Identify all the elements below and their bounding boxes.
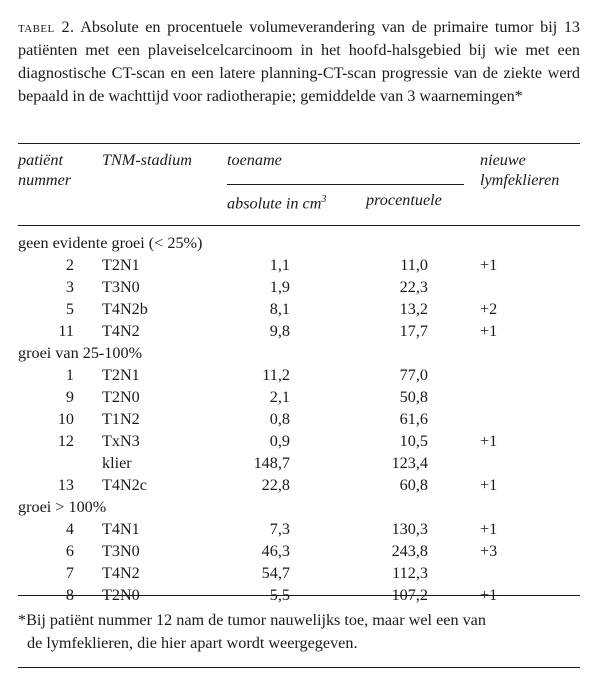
cell-percentage: 243,8	[391, 542, 428, 560]
header-lymph-line1: nieuwe	[480, 151, 526, 169]
cell-absolute: 5,5	[269, 586, 290, 604]
cell-lymph: +1	[480, 476, 498, 494]
cell-lymph: +1	[480, 322, 498, 340]
cell-absolute: 0,8	[269, 410, 290, 428]
cell-patient: 10	[57, 410, 74, 428]
cell-stage: T2N0	[102, 586, 140, 604]
table-row	[18, 364, 580, 386]
cell-absolute: 0,9	[269, 432, 290, 450]
table-caption-label: tabel 2.	[18, 18, 75, 36]
cell-absolute: 11,2	[262, 366, 290, 384]
cell-stage: T2N0	[102, 388, 140, 406]
table-row	[18, 386, 580, 408]
group-label: groei van 25-100%	[18, 344, 143, 362]
bottom-rule	[18, 595, 580, 596]
cell-stage: T3N0	[102, 542, 140, 560]
cell-patient: 3	[65, 278, 74, 296]
header-absolute-sup: 3	[321, 194, 327, 205]
table-row	[18, 452, 580, 474]
header-percentage: procentuele	[366, 191, 442, 209]
table-row	[18, 562, 580, 584]
cell-absolute: 22,8	[261, 476, 290, 494]
table-row	[18, 430, 580, 452]
cell-absolute: 46,3	[261, 542, 290, 560]
cell-absolute: 8,1	[269, 300, 290, 318]
cell-absolute: 2,1	[269, 388, 290, 406]
cell-stage: T3N0	[102, 278, 140, 296]
cell-absolute: 7,3	[269, 520, 290, 538]
top-rule	[18, 143, 580, 144]
cell-lymph: +1	[480, 432, 498, 450]
cell-patient: 9	[65, 388, 74, 406]
cell-percentage: 130,3	[391, 520, 428, 538]
cell-patient: 4	[65, 520, 74, 538]
table-row	[18, 276, 580, 298]
cell-percentage: 123,4	[391, 454, 428, 472]
cell-lymph: +1	[480, 520, 498, 538]
cell-absolute: 54,7	[261, 564, 290, 582]
cell-stage: T4N1	[102, 520, 140, 538]
table-row	[18, 408, 580, 430]
group-label: groei > 100%	[18, 498, 107, 516]
cell-patient: 7	[65, 564, 74, 582]
table-row	[18, 298, 580, 320]
table-row	[18, 540, 580, 562]
cell-percentage: 17,7	[399, 322, 428, 340]
cell-stage: T2N1	[102, 366, 140, 384]
cell-percentage: 11,0	[400, 256, 428, 274]
cell-patient: 5	[65, 300, 74, 318]
cell-stage: T4N2b	[102, 300, 148, 318]
cell-percentage: 13,2	[399, 300, 428, 318]
header-lymph-line2: lymfeklieren	[480, 171, 560, 189]
cell-stage: T4N2c	[102, 476, 147, 494]
cell-percentage: 77,0	[399, 366, 428, 384]
cell-absolute: 9,8	[269, 322, 290, 340]
header-increase: toename	[227, 151, 282, 169]
cell-patient: 12	[57, 432, 74, 450]
footnote-line1: *Bij patiënt nummer 12 nam de tumor nauwelijks toe, maar wel een van	[18, 611, 486, 629]
cell-stage: TxN3	[102, 432, 140, 450]
cell-absolute: 1,9	[269, 278, 290, 296]
table-row	[18, 474, 580, 496]
table-footnote	[18, 609, 580, 655]
cell-percentage: 50,8	[399, 388, 428, 406]
cell-percentage: 107,2	[391, 586, 428, 604]
cell-stage: klier	[102, 454, 132, 472]
cell-percentage: 112,3	[392, 564, 428, 582]
table-caption	[18, 16, 580, 108]
table-row	[18, 254, 580, 276]
cell-stage: T2N1	[102, 256, 140, 274]
cell-stage: T1N2	[102, 410, 140, 428]
cell-patient: 1	[65, 366, 74, 384]
cell-patient: 11	[58, 322, 74, 340]
footnote-rule	[18, 667, 580, 668]
header-absolute-text: absolute in cm	[227, 194, 322, 213]
cell-stage: T4N2	[102, 564, 140, 582]
cell-lymph: +3	[480, 542, 498, 560]
cell-patient: 6	[65, 542, 74, 560]
cell-patient: 2	[65, 256, 74, 274]
cell-patient: 13	[57, 476, 74, 494]
footnote-line2: de lymfeklieren, die hier apart wordt weergegeven.	[27, 634, 358, 652]
cell-percentage: 61,6	[399, 410, 428, 428]
cell-absolute: 1,1	[269, 256, 290, 274]
header-absolute	[227, 190, 326, 213]
cell-lymph: +1	[480, 586, 498, 604]
cell-stage: T4N2	[102, 322, 140, 340]
table-row	[18, 518, 580, 540]
table-row	[18, 320, 580, 342]
table-caption-text: Absolute en procentuele volumeverandering van de primaire tumor bij 13 patiënten met een plaveiselcelcarcinoom in het hoofd-halsgebied bij wie met een diagnostische CT-scan en een latere planning-CT-scan progressie van de ziekte werd bepaald in de wachttijd voor radiotherapie; gemiddelde van 3 waarnemingen*	[18, 18, 581, 105]
cell-lymph: +1	[480, 256, 498, 274]
cell-lymph: +2	[480, 300, 498, 318]
cell-percentage: 60,8	[399, 476, 428, 494]
cell-absolute: 148,7	[253, 454, 290, 472]
header-patient-line1: patiënt	[18, 151, 63, 169]
group-label: geen evidente groei (< 25%)	[18, 234, 203, 252]
header-rule	[18, 225, 580, 226]
cell-patient: 8	[65, 586, 74, 604]
increase-subrule	[227, 184, 464, 185]
header-stage: TNM-stadium	[102, 151, 192, 169]
cell-percentage: 22,3	[399, 278, 428, 296]
cell-percentage: 10,5	[399, 432, 428, 450]
header-patient-line2: nummer	[18, 171, 72, 189]
